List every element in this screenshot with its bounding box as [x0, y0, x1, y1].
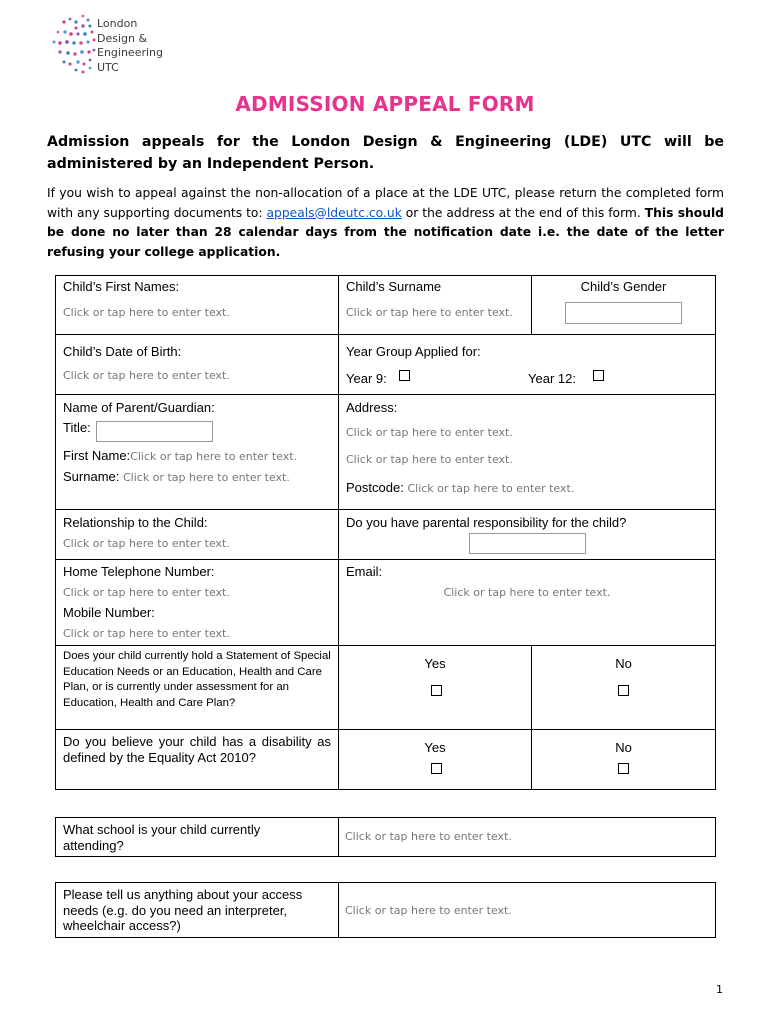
- sen-question: Does your child currently hold a Statement of Special Education Needs or an Education, Health and Care Plan, or is currently under assessment for an Education, Health and Care Plan?: [63, 650, 331, 709]
- address-label: Address:: [346, 400, 398, 415]
- postcode-row: [346, 480, 574, 495]
- parent-surname-input[interactable]: Click or tap here to enter text.: [123, 471, 290, 484]
- disability-yes-checkbox[interactable]: [431, 763, 442, 774]
- logo-dot: [83, 63, 86, 66]
- postcode-label: Postcode:: [346, 480, 404, 495]
- logo-dot: [75, 69, 78, 72]
- logo-dot: [72, 41, 75, 44]
- logo-dot: [86, 40, 89, 43]
- relationship-label: Relationship to the Child:: [63, 515, 208, 530]
- dob-label: Child’s Date of Birth:: [63, 344, 182, 359]
- applicant-details-table: [55, 275, 716, 790]
- access-needs-table: [55, 882, 716, 938]
- gender-input[interactable]: [565, 302, 682, 324]
- logo-dot: [58, 41, 62, 45]
- logo-text: [97, 17, 163, 75]
- disability-no-checkbox[interactable]: [618, 763, 629, 774]
- logo-dot: [83, 32, 87, 36]
- page-number: 1: [716, 983, 723, 996]
- logo-dot: [68, 62, 71, 65]
- logo-dot: [91, 31, 94, 34]
- intro-text-2: or the address at the end of this form.: [401, 205, 645, 220]
- logo-dot: [73, 52, 76, 55]
- surname2-label: Surname:: [63, 469, 120, 484]
- year-group-label: Year Group Applied for:: [346, 344, 481, 359]
- logo-dot: [93, 39, 96, 42]
- logo-line: UTC: [97, 60, 119, 74]
- logo-dot: [53, 41, 56, 44]
- logo-dot: [86, 18, 89, 21]
- logo-dot: [87, 50, 90, 53]
- logo-dot: [74, 20, 77, 23]
- access-needs-input[interactable]: Click or tap here to enter text.: [345, 904, 512, 917]
- postcode-input[interactable]: Click or tap here to enter text.: [407, 482, 575, 495]
- email-input[interactable]: Click or tap here to enter text.: [443, 586, 611, 599]
- surname-label: Child’s Surname: [346, 279, 442, 294]
- intro-paragraph: [47, 184, 724, 262]
- parent-surname-row: [63, 469, 290, 484]
- gender-label: Child’s Gender: [580, 279, 667, 294]
- logo-dot: [76, 60, 79, 63]
- logo-dot: [76, 32, 79, 35]
- logo-dot: [57, 31, 60, 34]
- intro-text-1: If you wish to appeal against the non-allocation of a place at the LDE UTC, please return the completed form with any supporting documents to:: [47, 186, 724, 220]
- year12-checkbox[interactable]: [593, 370, 604, 381]
- year9-checkbox[interactable]: [399, 370, 410, 381]
- current-school-question: What school is your child currently attending?: [63, 822, 261, 853]
- logo-dot: [65, 40, 69, 44]
- logo-dot: [63, 30, 66, 33]
- logo-line: Design &: [97, 31, 148, 45]
- relationship-input[interactable]: Click or tap here to enter text.: [63, 537, 230, 550]
- intro-deadline: This should be done no later than 28 calendar days from the notification date i.e. the date of the letter refusing your college application.: [47, 205, 724, 259]
- logo-dot: [79, 41, 83, 45]
- logo-dot: [80, 50, 84, 54]
- mobile-input[interactable]: Click or tap here to enter text.: [63, 627, 230, 640]
- logo-dot: [89, 59, 92, 62]
- parental-responsibility-input[interactable]: [469, 533, 586, 554]
- first-names-input[interactable]: Click or tap here to enter text.: [63, 306, 230, 319]
- home-telephone-label: Home Telephone Number:: [63, 564, 215, 579]
- logo-dot: [82, 15, 85, 18]
- logo-dot: [89, 25, 92, 28]
- logo-dot: [81, 24, 84, 27]
- parent-first-name-input[interactable]: Click or tap here to enter text.: [130, 450, 298, 463]
- title-input[interactable]: [96, 421, 213, 442]
- disability-yes-label: Yes: [424, 740, 446, 755]
- parent-label: Name of Parent/Guardian:: [63, 400, 215, 415]
- logo-dot: [66, 51, 70, 55]
- disability-question: Do you believe your child has a disability as defined by the Equality Act 2010?: [63, 734, 331, 765]
- title-label: Title:: [63, 420, 91, 435]
- first-names-label: Child’s First Names:: [63, 279, 180, 294]
- intro-heading: Admission appeals for the London Design & Engineering (LDE) UTC will be administered by an Independent Person.: [47, 134, 724, 172]
- sen-no-label: No: [615, 656, 632, 671]
- form-title: ADMISSION APPEAL FORM: [235, 92, 535, 116]
- sen-yes-checkbox[interactable]: [431, 685, 442, 696]
- address-line1-input[interactable]: Click or tap here to enter text.: [346, 426, 513, 439]
- logo-dot: [63, 61, 66, 64]
- logo-dot: [69, 18, 72, 21]
- disability-no-label: No: [615, 740, 632, 755]
- parent-first-name-row: [63, 448, 297, 463]
- logo-dot: [93, 49, 96, 52]
- year9-label: Year 9:: [346, 371, 387, 386]
- logo-dot: [62, 20, 65, 23]
- logo-dot: [75, 27, 78, 30]
- logo-dot: [89, 67, 92, 70]
- logo-line: London: [97, 17, 138, 30]
- access-needs-question: Please tell us anything about your access needs (e.g. do you need an interpreter, wheelchair access?): [63, 887, 303, 933]
- dob-input[interactable]: Click or tap here to enter text.: [63, 369, 230, 382]
- year12-label: Year 12:: [528, 371, 576, 386]
- logo-line: Engineering: [97, 46, 163, 59]
- current-school-table: [55, 817, 716, 857]
- mobile-label: Mobile Number:: [63, 605, 155, 620]
- first-name-label: First Name:: [63, 448, 131, 463]
- appeals-email-link[interactable]: appeals@ldeutc.co.uk: [266, 205, 402, 220]
- parental-responsibility-label: Do you have parental responsibility for the child?: [346, 515, 627, 530]
- current-school-input[interactable]: Click or tap here to enter text.: [345, 830, 512, 843]
- logo-dot: [69, 32, 73, 36]
- sen-yes-label: Yes: [424, 656, 446, 671]
- home-telephone-input[interactable]: Click or tap here to enter text.: [63, 586, 230, 599]
- address-line2-input[interactable]: Click or tap here to enter text.: [346, 453, 513, 466]
- email-label: Email:: [346, 564, 383, 579]
- logo-dot: [82, 71, 85, 74]
- sen-no-checkbox[interactable]: [618, 685, 629, 696]
- surname-input[interactable]: Click or tap here to enter text.: [346, 306, 513, 319]
- logo-dot: [58, 50, 61, 53]
